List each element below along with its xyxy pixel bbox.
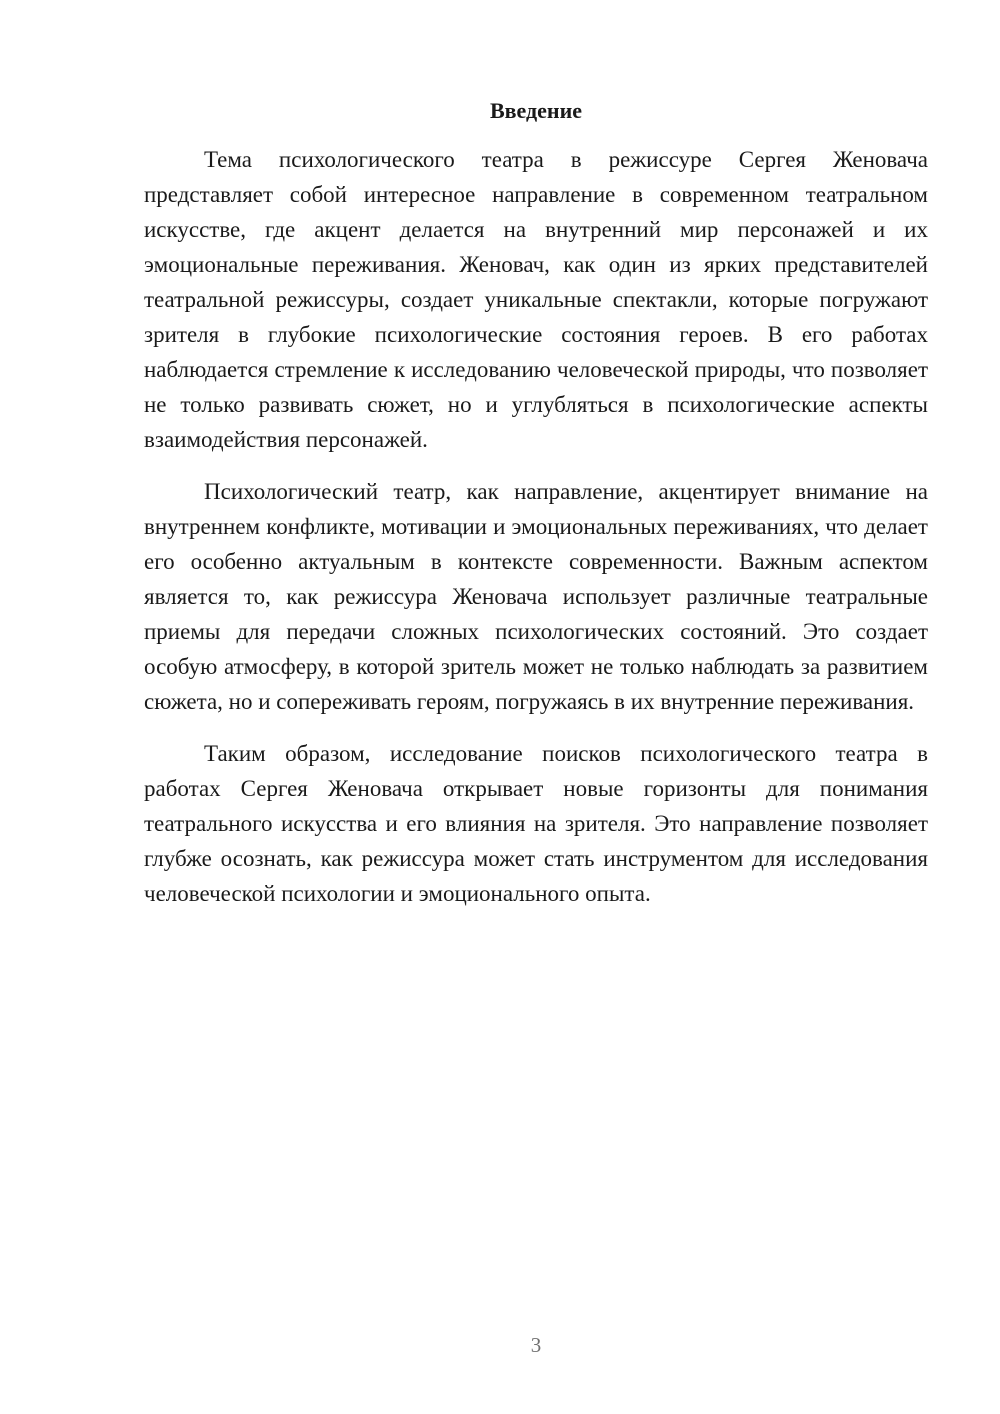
paragraph-2: Психологический театр, как направление, акцентирует внимание на внутреннем конфликте, мотивации и эмоциональных переживаниях, что делает его особенно актуальным в контексте современности. Важным аспектом является то, как режиссура Женовача использует различные театральные приемы для передачи сложных психологических состояний. Это создает особую атмосферу, в которой зритель может не только наблюдать за развитием сюжета, но и сопереживать героям, погружаясь в их внутренние переживания.: [144, 479, 928, 714]
page-number: 3: [530, 1333, 542, 1357]
paragraph-3: Таким образом, исследование поисков психологического театра в работах Сергея Женовача открывает новые горизонты для понимания театрального искусства и его влияния на зрителя. Это направление позволяет глубже осознать, как режиссура может стать инструментом для исследования человеческой психологии и эмоционального опыта.: [144, 741, 928, 906]
section-title: Введение: [489, 98, 583, 123]
paragraph-1: Тема психологического театра в режиссуре Сергея Женовача представляет собой интересное направление в современном театральном искусстве, где акцент делается на внутренний мир персонажей и их эмоциональные переживания. Женовач, как один из ярких представителей театральной режиссуры, создает уникальные спектакли, которые погружают зрителя в глубокие психологические состояния героев. В его работах наблюдается стремление к исследованию человеческой природы, что позволяет не только развивать сюжет, но и углубляться в психологические аспекты взаимодействия персонажей.: [144, 147, 928, 452]
body-text: [144, 142, 928, 928]
